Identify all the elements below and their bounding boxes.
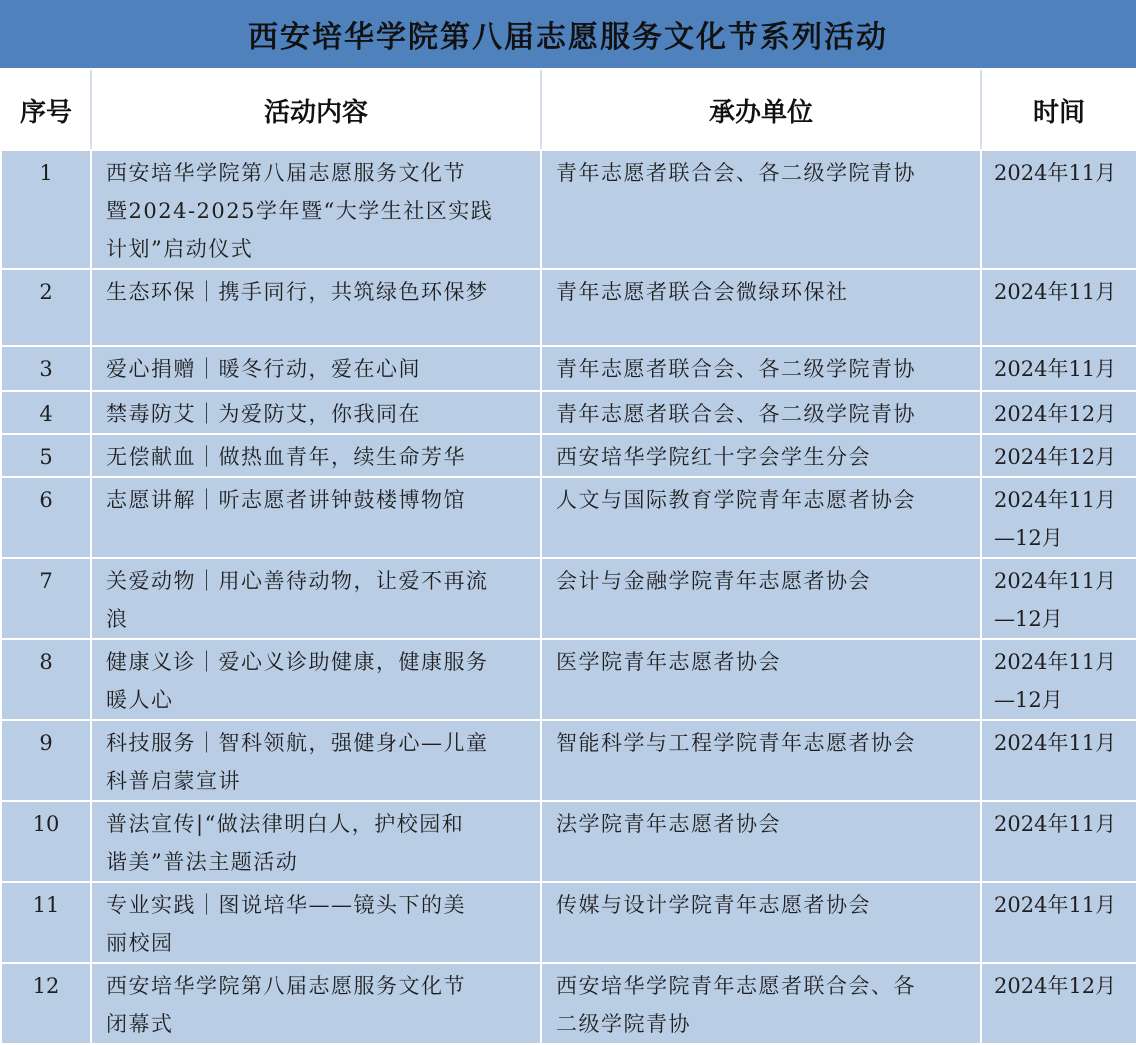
table-row xyxy=(1,801,1136,882)
row-org: 青年志愿者联合会微绿环保社 xyxy=(541,269,981,346)
page-title: 西安培华学院第八届志愿服务文化节系列活动 xyxy=(0,0,1136,70)
header-row xyxy=(1,71,1136,150)
row-org: 人文与国际教育学院青年志愿者协会 xyxy=(541,477,981,558)
row-org: 青年志愿者联合会、各二级学院青协 xyxy=(541,346,981,391)
row-time: 2024年11月 xyxy=(994,357,1117,381)
header-org: 承办单位 xyxy=(541,71,981,150)
row-org: 西安培华学院红十字会学生分会 xyxy=(541,434,981,477)
row-time: 2024年11月 xyxy=(994,731,1117,755)
header-content: 活动内容 xyxy=(91,71,541,150)
row-content: 健康义诊｜爱心义诊助健康，健康服务 暖人心 xyxy=(91,639,541,720)
table-row xyxy=(1,391,1136,434)
row-number: 10 xyxy=(1,801,91,882)
row-org: 会计与金融学院青年志愿者协会 xyxy=(541,558,981,639)
row-content: 科技服务｜智科领航，强健身心—儿童 科普启蒙宣讲 xyxy=(91,720,541,801)
header-time: 时间 xyxy=(981,71,1136,150)
table-row xyxy=(1,720,1136,801)
row-time: 2024年12月 xyxy=(994,974,1117,998)
row-org: 法学院青年志愿者协会 xyxy=(541,801,981,882)
row-content: 西安培华学院第八届志愿服务文化节 暨2024-2025学年暨“大学生社区实践 计划”启动仪式 xyxy=(91,150,541,269)
row-number: 5 xyxy=(1,434,91,477)
row-content: 禁毒防艾｜为爱防艾，你我同在 xyxy=(91,391,541,434)
row-number: 6 xyxy=(1,477,91,558)
table-row xyxy=(1,882,1136,963)
row-time: 2024年11月 —12月 xyxy=(994,650,1117,712)
row-number: 9 xyxy=(1,720,91,801)
row-number: 8 xyxy=(1,639,91,720)
row-content: 志愿讲解｜听志愿者讲钟鼓楼博物馆 xyxy=(91,477,541,558)
row-time: 2024年11月 —12月 xyxy=(994,569,1117,631)
row-content: 爱心捐赠｜暖冬行动，爱在心间 xyxy=(91,346,541,391)
table-row xyxy=(1,269,1136,346)
row-org: 西安培华学院青年志愿者联合会、各 二级学院青协 xyxy=(541,963,981,1044)
row-content: 普法宣传|“做法律明白人，护校园和 谐美”普法主题活动 xyxy=(91,801,541,882)
header-no: 序号 xyxy=(1,71,91,150)
row-time: 2024年12月 xyxy=(994,445,1117,469)
row-time: 2024年11月 —12月 xyxy=(994,488,1117,550)
row-number: 7 xyxy=(1,558,91,639)
row-number: 3 xyxy=(1,346,91,391)
row-content: 无偿献血｜做热血青年，续生命芳华 xyxy=(91,434,541,477)
row-org: 青年志愿者联合会、各二级学院青协 xyxy=(541,150,981,269)
table-row xyxy=(1,558,1136,639)
row-time: 2024年11月 xyxy=(994,161,1117,185)
table-row xyxy=(1,150,1136,269)
row-org: 青年志愿者联合会、各二级学院青协 xyxy=(541,391,981,434)
activity-table xyxy=(0,70,1136,1045)
table-row xyxy=(1,963,1136,1044)
row-content: 西安培华学院第八届志愿服务文化节 闭幕式 xyxy=(91,963,541,1044)
row-org: 传媒与设计学院青年志愿者协会 xyxy=(541,882,981,963)
row-time: 2024年12月 xyxy=(994,402,1117,426)
row-time: 2024年11月 xyxy=(994,280,1117,304)
row-time: 2024年11月 xyxy=(994,893,1117,917)
row-content: 关爱动物｜用心善待动物，让爱不再流 浪 xyxy=(91,558,541,639)
table-row xyxy=(1,434,1136,477)
table-row xyxy=(1,346,1136,391)
row-number: 12 xyxy=(1,963,91,1044)
row-number: 11 xyxy=(1,882,91,963)
table-row xyxy=(1,477,1136,558)
row-org: 医学院青年志愿者协会 xyxy=(541,639,981,720)
row-time: 2024年11月 xyxy=(994,812,1117,836)
row-number: 1 xyxy=(1,150,91,269)
row-org: 智能科学与工程学院青年志愿者协会 xyxy=(541,720,981,801)
table-row xyxy=(1,639,1136,720)
row-content: 专业实践｜图说培华——镜头下的美 丽校园 xyxy=(91,882,541,963)
row-number: 4 xyxy=(1,391,91,434)
row-number: 2 xyxy=(1,269,91,346)
row-content: 生态环保｜携手同行，共筑绿色环保梦 xyxy=(91,269,541,346)
